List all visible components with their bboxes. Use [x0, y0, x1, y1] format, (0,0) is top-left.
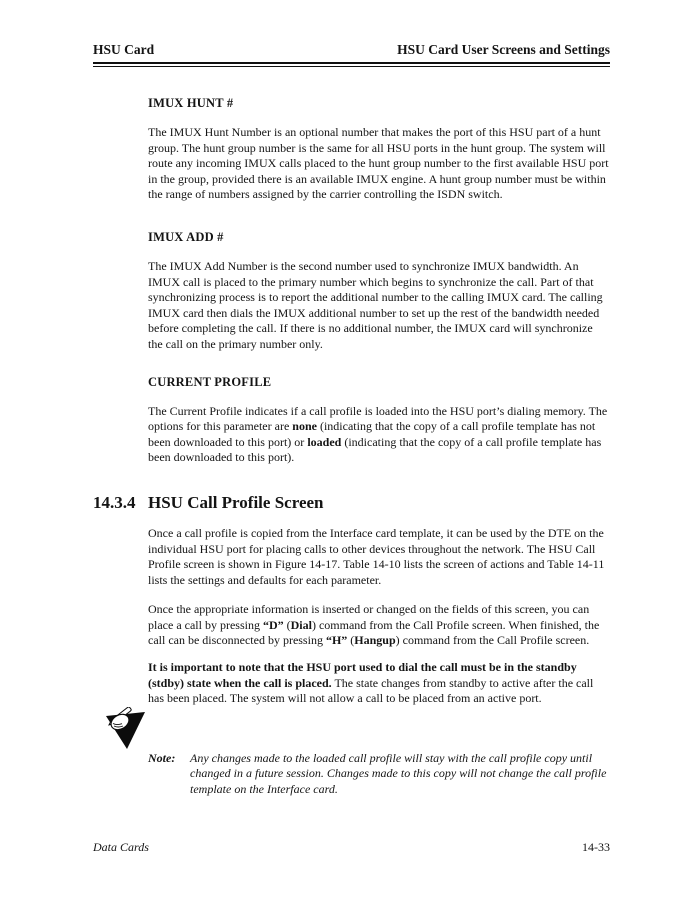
note-pencil-icon-svg [101, 707, 147, 753]
text-segment: ( [283, 617, 291, 632]
text-segment: Once the appropriate information is inserted or changed on the fields of this screen, you can place a call by pressing [148, 602, 590, 632]
text-segment: The state changes from standby to active after the call has been placed. The system will not allow a call to be placed from an active port. [148, 675, 594, 706]
text-segment-bold: Dial [290, 617, 312, 632]
note-label: Note: [148, 750, 176, 765]
body-paragraph: Once a call profile is copied from the Interface card template, it can be used by the DTE on the individual HSU port for placing calls to other devices throughout the network. The HSU Call Profile screen is shown in Figure 14-17. Table 14-10 lists the screen of actions and Table 14-11 lists the settings and defaults for each parameter. [148, 525, 605, 587]
section-paragraph: The IMUX Hunt Number is an optional number that makes the port of this HSU part of a hunt group. The hunt group number is the same for all HSU ports in the hunt group. The system will route any incoming IMUX calls placed to the hunt group number to the first available HSU port in the group, provided there is an available IMUX engine. A hunt group number must be within the range of numbers assigned by the carrier controlling the ISDN switch. [148, 125, 609, 202]
note-block [148, 751, 610, 798]
spacer [93, 514, 610, 526]
header-right-title: HSU Card User Screens and Settings [397, 42, 610, 57]
text-segment-bold: Hangup [354, 633, 396, 648]
text-segment-bold: “H” [325, 633, 348, 648]
text-segment: ( [347, 633, 355, 648]
text-segment-bold: none [292, 419, 317, 434]
text-segment-bold: It is important to note that the HSU port used to dial the call must be in the standby (stdby) state when the call is placed. [148, 660, 577, 690]
body-paragraph [148, 602, 610, 649]
section-imux-add [93, 230, 610, 353]
spacer [93, 588, 610, 602]
text-segment: The Current Profile indicates if a call profile is loaded into the HSU port’s dialing memory. The options for this parameter are [148, 403, 608, 434]
footer-book-title: Data Cards [93, 840, 149, 854]
page-footer [93, 840, 610, 855]
section-heading: CURRENT PROFILE [148, 374, 272, 389]
text-segment: (indicating that the copy of a call profile template has been downloaded to this port). [148, 434, 602, 465]
note-body: Any changes made to the loaded call profile will stay with the call profile copy until changed in a future session. Changes made to this copy will not change the call profile template on the Interface card. [190, 750, 607, 796]
spacer [93, 466, 610, 492]
numbered-section-heading [93, 492, 610, 514]
text-segment-bold: loaded [307, 434, 342, 449]
section-paragraph [148, 404, 610, 466]
body-paragraph [148, 660, 610, 707]
text-segment-bold: “D” [262, 617, 284, 632]
header-left-title: HSU Card [93, 42, 155, 57]
section-title: HSU Call Profile Screen [148, 492, 324, 512]
section-heading: IMUX ADD # [148, 229, 224, 244]
text-segment: ) command from the Call Profile screen. [395, 633, 590, 648]
header-rule [93, 62, 610, 67]
spacer [93, 353, 610, 375]
text-segment: (indicating that the copy of a call profile template has not been downloaded to this port) or [148, 419, 596, 449]
section-imux-hunt [93, 96, 610, 203]
footer-page-number: 14-33 [582, 840, 610, 854]
page-header [93, 42, 610, 58]
section-number: 14.3.4 [93, 492, 136, 512]
text-segment: ) command from the Call Profile screen. When finished, the call can be disconnected by pressing [148, 617, 600, 648]
section-current-profile [93, 375, 610, 466]
spacer [93, 649, 610, 660]
section-heading: IMUX HUNT # [148, 96, 234, 110]
page-content [93, 96, 610, 797]
note-pencil-icon [101, 707, 147, 753]
spacer [93, 203, 610, 230]
section-paragraph: The IMUX Add Number is the second number used to synchronize IMUX bandwidth. An IMUX call is placed to the primary number which begins to synchronize the call. Part of that synchronizing process is to report the additional number to the calling IMUX card. The calling IMUX card then dials the IMUX additional number to set up the rest of the bandwidth needed before completing the call. If there is no additional number, the IMUX card will synchronize the call on the primary number only. [148, 258, 603, 351]
